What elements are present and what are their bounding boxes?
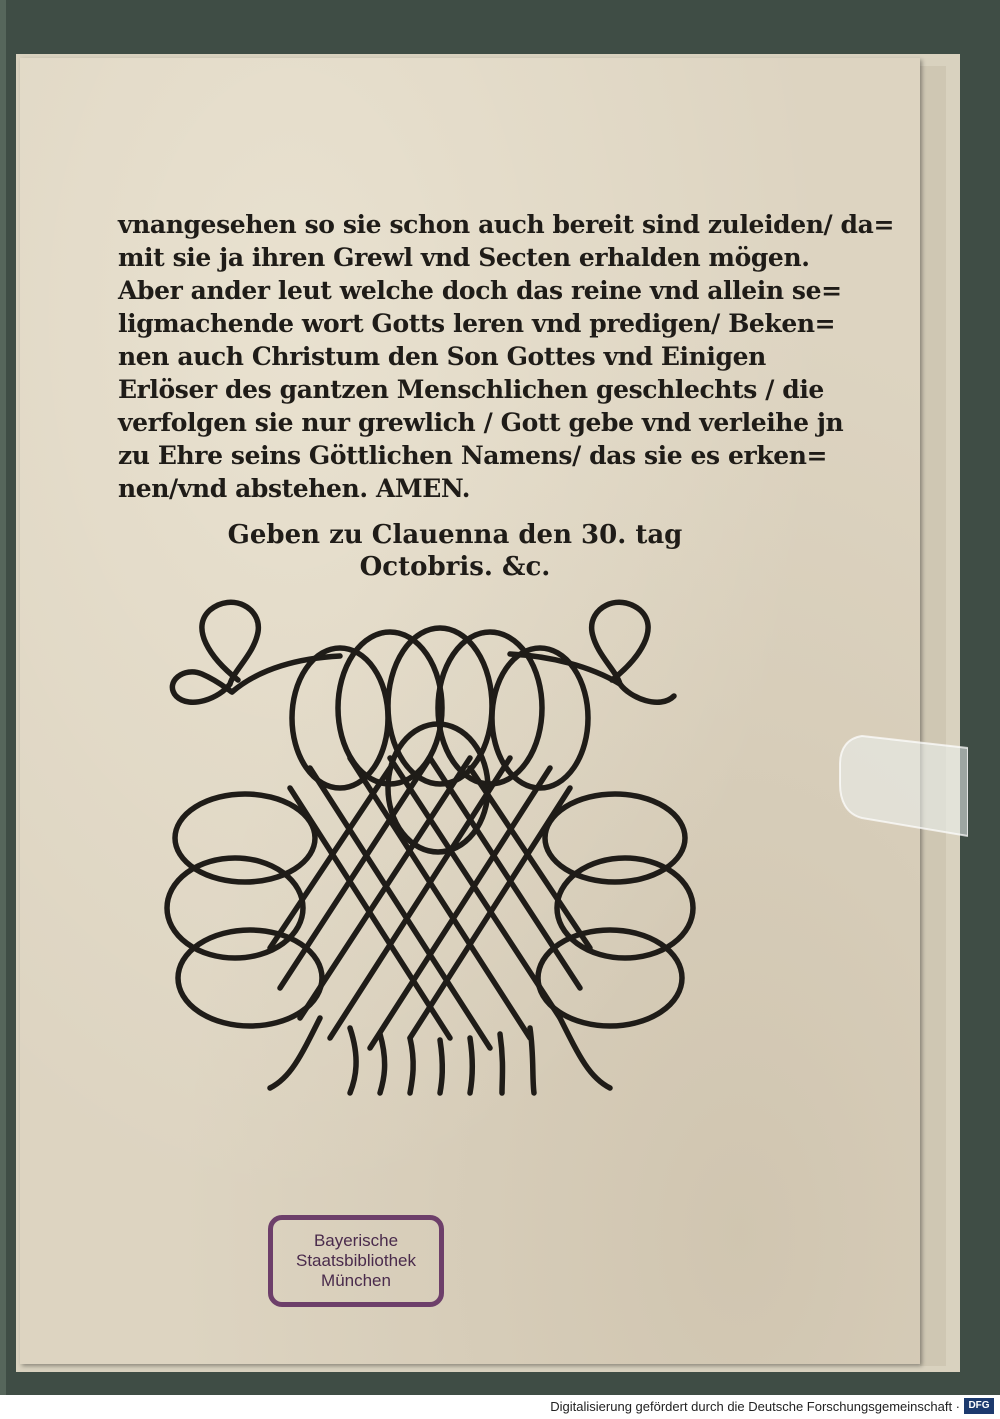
library-stamp xyxy=(268,1215,444,1307)
page-stack-edge xyxy=(920,66,946,1366)
closing-line-2: Octobris. &c. xyxy=(359,552,551,582)
clear-plastic-tab xyxy=(838,734,968,846)
stamp-line-1: Bayerische xyxy=(313,1231,399,1250)
text-line-3: Aber ander leut welche doch das reine vnd allein se= xyxy=(118,276,842,305)
text-line-1: vnangesehen so sie schon auch bereit sind zuleiden/ da= xyxy=(118,210,894,239)
footer-credit: Digitalisierung gefördert durch die Deutsche Forschungsgemeinschaft · xyxy=(550,1399,960,1414)
text-line-5: nen auch Christum den Son Gottes vnd Einigen xyxy=(118,342,766,371)
text-line-6: Erlöser des gantzen Menschlichen geschlechts / die xyxy=(118,375,824,404)
calligraphic-ornament xyxy=(150,588,710,1098)
text-line-9: nen/vnd abstehen. AMEN. xyxy=(118,474,471,503)
text-line-2: mit sie ja ihren Grewl vnd Secten erhalden mögen. xyxy=(118,243,810,272)
closing-line-1: Geben zu Clauenna den 30. tag xyxy=(227,520,683,550)
stamp-line-3: München xyxy=(321,1271,391,1290)
footer-bar xyxy=(0,1395,1000,1419)
text-line-8: zu Ehre seins Göttlichen Namens/ das sie es erken= xyxy=(118,441,828,470)
text-line-4: ligmachende wort Gotts leren vnd predigen/ Beken= xyxy=(118,309,836,338)
book-board-edge xyxy=(0,0,6,1395)
stamp-line-2: Staatsbibliothek xyxy=(295,1251,417,1270)
text-line-7: verfolgen sie nur grewlich / Gott gebe vnd verleihe jn xyxy=(118,408,844,437)
dfg-logo: DFG xyxy=(964,1398,994,1414)
